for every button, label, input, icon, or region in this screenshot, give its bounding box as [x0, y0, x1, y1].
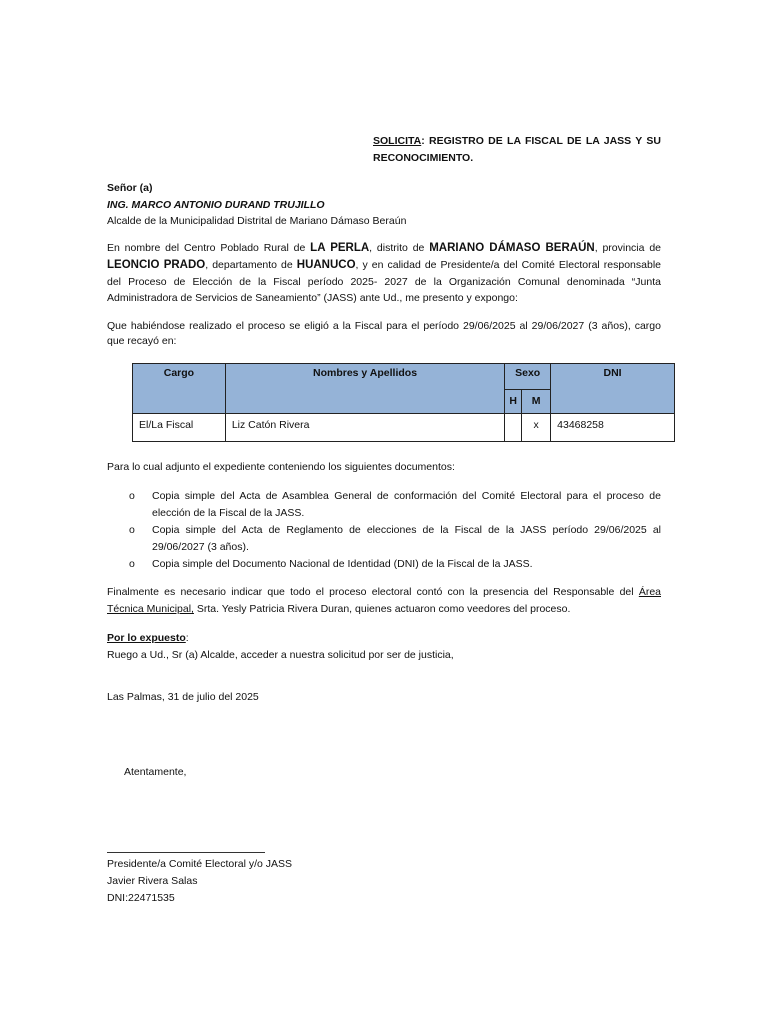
document-text: Copia simple del Acta de Reglamento de elecciones de la Fiscal de la JASS período 29/06/2025 al 29/06/2027 (3 años).: [152, 524, 661, 553]
final-text-1: Finalmente es necesario indicar que todo el proceso electoral contó con la presencia del Responsable del: [107, 586, 639, 598]
district-name: MARIANO DÁMASO BERAÚN: [429, 242, 595, 254]
document-text: Copia simple del Documento Nacional de Identidad (DNI) de la Fiscal de la JASS.: [152, 558, 533, 570]
closing-text: Atentamente,: [124, 766, 187, 778]
addressee-greeting: Señor (a): [107, 182, 153, 194]
attach-intro: Para lo cual adjunto el expediente conteniendo los siguientes documentos:: [107, 461, 455, 473]
centro-poblado-name: LA PERLA: [310, 242, 370, 254]
list-item: [107, 488, 661, 521]
list-item: [107, 556, 661, 573]
cell-cargo: El/La Fiscal: [133, 414, 226, 442]
header-m: M: [522, 390, 551, 414]
cell-dni: 43468258: [551, 414, 675, 442]
solicita-label: SOLICITA: [373, 135, 422, 147]
header-h: H: [505, 390, 522, 414]
intro-text-4: , departamento de: [205, 258, 297, 271]
intro-text-1: En nombre del Centro Poblado Rural de: [107, 242, 311, 254]
signature-line: [107, 852, 265, 853]
expuesto-title: Por lo expuesto: [107, 632, 186, 644]
date-line: Las Palmas, 31 de julio del 2025: [107, 691, 259, 703]
document-text: Copia simple del Acta de Asamblea General de conformación del Comité Electoral para el proceso de elección de la Fiscal de la JASS.: [152, 490, 661, 519]
subject-block: [373, 133, 661, 167]
cell-nombres: Liz Catón Rivera: [225, 414, 504, 442]
addressee-name: ING. MARCO ANTONIO DURAND TRUJILLO: [107, 198, 325, 211]
process-paragraph: Que habiéndose realizado el proceso se eligió a la Fiscal para el período 29/06/2025 al 29/06/2027 (3 años), cargo que recayó en:: [107, 320, 661, 347]
ruego-text: Ruego a Ud., Sr (a) Alcalde, acceder a nuestra solicitud por ser de justicia,: [107, 649, 454, 661]
department-name: HUANUCO: [296, 258, 356, 271]
header-nombres: Nombres y Apellidos: [225, 364, 504, 414]
list-item: [107, 522, 661, 555]
table-row: [133, 414, 675, 442]
elected-table: [132, 363, 675, 442]
expuesto-heading: [107, 630, 189, 647]
final-text-2: Srta. Yesly Patricia Rivera Duran, quienes actuaron como veedores del proceso.: [193, 603, 571, 615]
solicita-text: : REGISTRO DE LA FISCAL DE LA JASS Y SU RECONOCIMIENTO.: [373, 135, 661, 164]
documents-list: [107, 488, 661, 574]
addressee-position: Alcalde de la Municipalidad Distrital de Mariano Dámaso Beraún: [107, 215, 407, 227]
bullet-icon: o: [129, 558, 135, 570]
cell-h: [505, 414, 522, 442]
signature-role: Presidente/a Comité Electoral y/o JASS: [107, 858, 293, 870]
header-dni: DNI: [551, 364, 675, 414]
signature-name: Javier Rivera Salas: [107, 875, 198, 887]
intro-text-5: , y en calidad de Presidente/a del Comité Electoral responsable del Proceso de Elección de la Fiscal período 2025- 2027 de la Organización Comunal denominada “Junta Administradora de Servicios de Saneamiento” (JASS) ante Ud., me presento y expongo:: [107, 258, 661, 305]
intro-text-2: , distrito de: [369, 242, 430, 254]
intro-text-3: , provincia de: [594, 242, 662, 254]
cell-m: x: [522, 414, 551, 442]
signature-dni: DNI:22471535: [107, 892, 175, 904]
expuesto-colon: :: [185, 632, 189, 644]
signature-block: [107, 856, 292, 907]
final-paragraph: [107, 584, 661, 618]
area-tecnica-text: Área Técnica Municipal,: [107, 586, 661, 615]
header-cargo: Cargo: [133, 364, 226, 414]
intro-paragraph: [107, 240, 661, 307]
bullet-icon: o: [129, 524, 135, 536]
addressee-block: [107, 180, 667, 230]
bullet-icon: o: [129, 490, 135, 502]
province-name: LEONCIO PRADO: [107, 258, 206, 271]
header-sexo: Sexo: [505, 364, 551, 390]
